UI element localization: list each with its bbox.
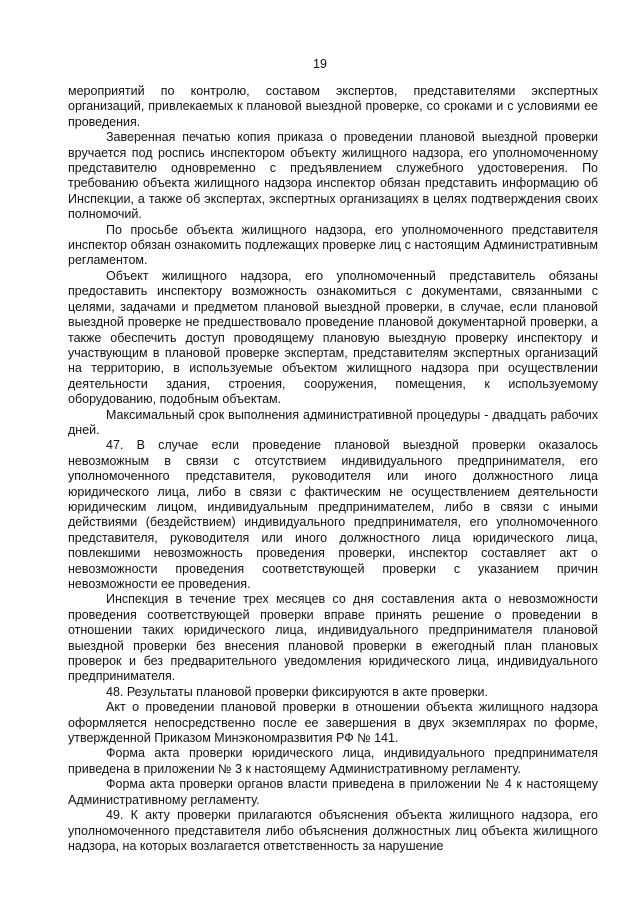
paragraph-9: Акт о проведении плановой проверки в отношении объекта жилищного надзора оформляется непосредственно после ее завершения в двух экземплярах по форме, утвержденной Приказом Минэкономразвития РФ № 141. xyxy=(68,700,598,746)
paragraph-8: 48. Результаты плановой проверки фиксируются в акте проверки. xyxy=(106,684,488,699)
paragraph-5: Максимальный срок выполнения административной процедуры - двадцать рабочих дней. xyxy=(68,407,598,437)
paragraph-11: Форма акта проверки органов власти приведена в приложении № 4 к настоящему Административному регламенту. xyxy=(68,777,598,807)
paragraph-4: Объект жилищного надзора, его уполномоченный представитель обязаны предоставить инспектору возможность ознакомиться с документами, связанными с целями, задачами и предметом плановой выездной проверки, в случае, если плановой выездной проверке не предшествовало проведение плановой документарной проверки, а также обеспечить доступ проводящему плановую выездную проверку инспектору и участвующим в плановой проверке экспертам, представителям экспертных организаций на территорию, в используемые объектом жилищного надзора при осуществлении деятельности здания, строения, сооружения, помещения, к используемому оборудованию, подобным объектам. xyxy=(68,268,598,407)
paragraph-2: Заверенная печатью копия приказа о проведении плановой выездной проверки вручается под роспись инспектором объекту жилищного надзора, его уполномоченному представителю одновременно с предъявлением служебного удостоверения. По требованию объекта жилищного надзора инспектор обязан представить информацию об Инспекции, а также об экспертах, экспертных организациях в целях подтверждения своих полномочий. xyxy=(68,130,598,222)
paragraph-1: мероприятий по контролю, составом экспертов, представителями экспертных организаций, привлекаемых к плановой выездной проверке, со сроками и с условиями ее проведения. xyxy=(68,84,598,129)
paragraph-10: Форма акта проверки юридического лица, индивидуального предпринимателя приведена в приложении № 3 к настоящему Административному регламенту. xyxy=(68,746,598,776)
page-number: 19 xyxy=(313,57,327,71)
paragraph-3: По просьбе объекта жилищного надзора, его уполномоченного представителя инспектор обязан ознакомить подлежащих проверке лиц с настоящим Административным регламентом. xyxy=(68,222,598,268)
document-body xyxy=(68,84,598,854)
paragraph-7: Инспекция в течение трех месяцев со дня составления акта о невозможности проведения соответствующей проверки вправе принять решение о проведении в отношении таких юридического лица, индивидуального предпринимателя плановой выездной проверки без внесения плановой проверки в ежегодный план плановых проверок и без предварительного уведомления юридического лица, индивидуального предпринимателя. xyxy=(68,592,598,684)
paragraph-12: 49. К акту проверки прилагаются объяснения объекта жилищного надзора, его уполномоченного представителя либо объяснения должностных лиц объекта жилищного надзора, на которых возлагается ответственность за нарушение xyxy=(68,808,598,853)
paragraph-6: 47. В случае если проведение плановой выездной проверки оказалось невозможным в связи с отсутствием индивидуального предпринимателя, его уполномоченного представителя, руководителя или иного должностного лица юридического лица, либо в связи с фактическим не осуществлением деятельности юридическим лицом, индивидуальным предпринимателем, либо в связи с иными действиями (бездействием) индивидуального предпринимателя, его уполномоченного представителя, руководителя или иного должностного лица юридического лица, повлекшими невозможность проведения проверки, инспектор составляет акт о невозможности проведения соответствующей проверки с указанием причин невозможности ее проведения. xyxy=(68,438,598,591)
